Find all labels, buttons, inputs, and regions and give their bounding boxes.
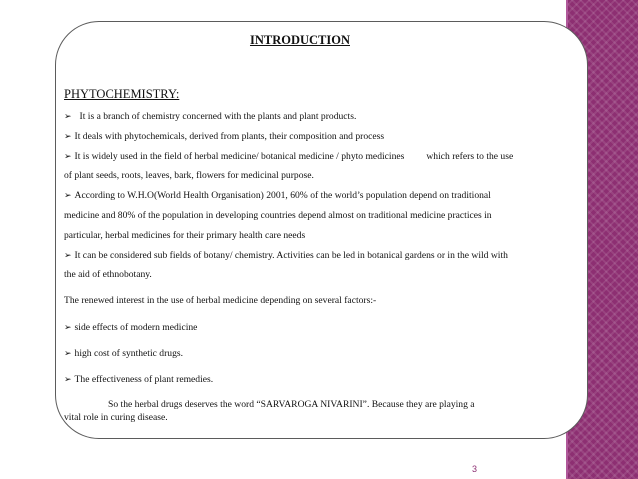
section-heading: PHYTOCHEMISTRY: (64, 87, 180, 101)
bullet-text: It is a branch of chemistry concerned with the plants and plant products. (79, 111, 357, 122)
bullet-continuation: particular, herbal medicines for their primary health care needs (64, 230, 306, 241)
bullet-item (64, 151, 513, 163)
bullet-item (64, 131, 384, 143)
bullet-continuation: of plant seeds, roots, leaves, bark, flowers for medicinal purpose. (64, 170, 314, 181)
bullet-continuation: medicine and 80% of the population in developing countries depend almost on traditional medicine practices in (64, 210, 492, 221)
page-number: 3 (472, 464, 478, 474)
factor-text: side effects of modern medicine (74, 322, 198, 333)
factor-text: The effectiveness of plant remedies. (74, 374, 214, 385)
factors-intro: The renewed interest in the use of herbal medicine depending on several factors:- (64, 295, 377, 306)
bullet-item (64, 190, 491, 202)
closing-line-2: vital role in curing disease. (64, 412, 168, 423)
slide-title: INTRODUCTION (249, 33, 350, 47)
closing-line-1: So the herbal drugs deserves the word “SARVAROGA NIVARINI”. Because they are playing a (108, 399, 475, 410)
factor-text: high cost of synthetic drugs. (74, 348, 183, 359)
factor-item (64, 374, 213, 386)
bullet-item (64, 250, 508, 262)
bullet-item (64, 111, 356, 123)
bullet-text: It deals with phytochemicals, derived from plants, their composition and process (74, 131, 385, 142)
bullet-text: It can be considered sub fields of botany/ chemistry. Activities can be led in botanical gardens or in the wild with (74, 250, 508, 261)
bullet-text: According to W.H.O(World Health Organisation) 2001, 60% of the world’s population depend on traditional (74, 190, 491, 201)
bullet-text: It is widely used in the field of herbal medicine/ botanical medicine / phyto medicines (74, 151, 405, 162)
factor-item (64, 322, 197, 334)
bullet-continuation: the aid of ethnobotany. (64, 269, 152, 280)
factor-item (64, 348, 183, 360)
bullet-text-continued: which refers to the use (426, 151, 514, 162)
